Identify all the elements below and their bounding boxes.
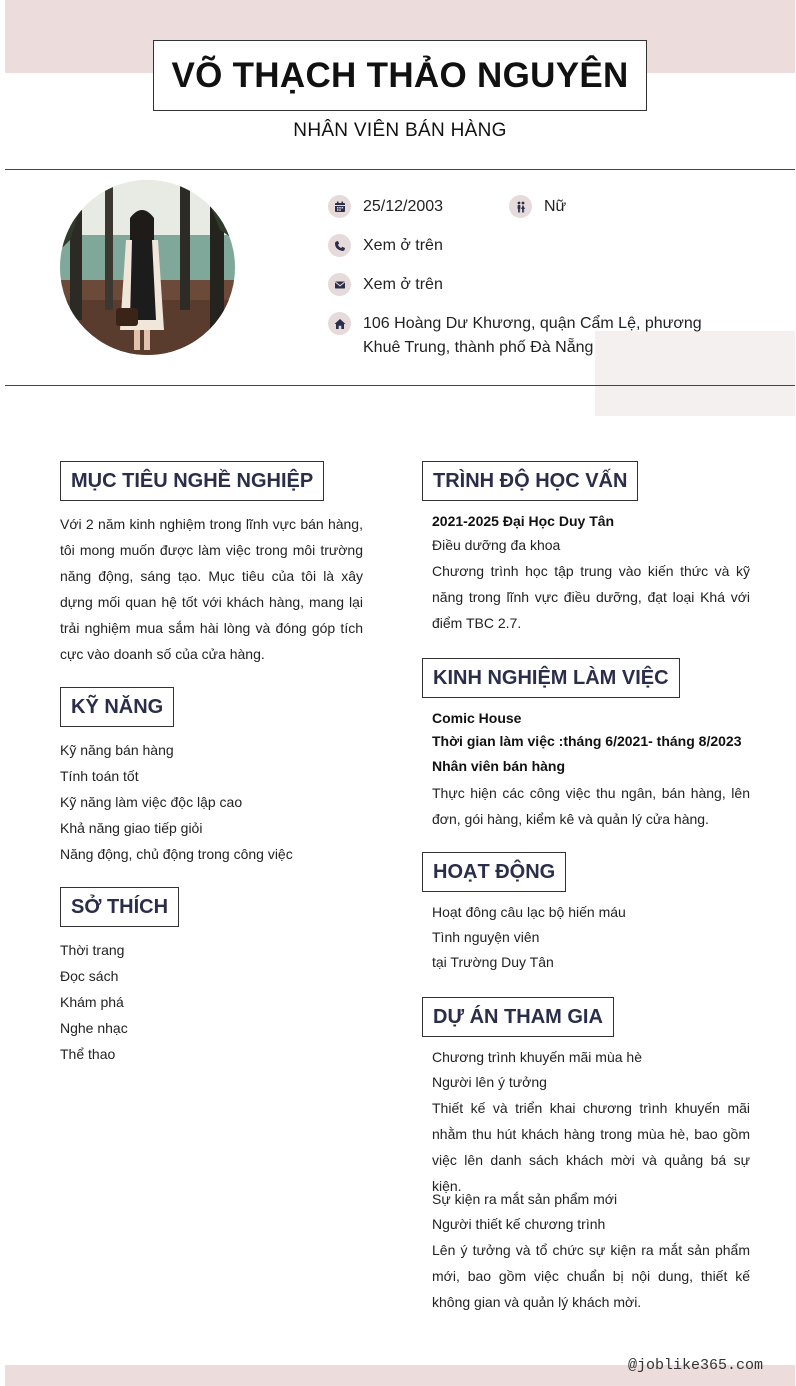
list-item: Kỹ năng bán hàng [60,742,174,758]
phone-row [328,234,443,258]
birthday-value: 25/12/2003 [363,198,444,215]
list-item: tại Trường Duy Tân [432,954,554,970]
hobbies-list [60,937,360,1067]
objective-title: MỤC TIÊU NGHỀ NGHIỆP [60,461,324,501]
list-item: Tính toán tốt [60,768,139,784]
address-value [363,312,702,360]
avatar [60,180,235,355]
phone-icon [328,234,351,257]
list-item: Thể thao [60,1046,116,1062]
education-period-school: 2021-2025 Đại Học Duy Tân [432,513,615,529]
project-item-1 [432,1045,750,1199]
list-item: Thời trang [60,942,125,958]
experience-block [432,707,750,832]
person-photo-icon [60,180,235,355]
gender-value: Nữ [544,198,567,215]
project-name: Sự kiện ra mắt sản phẩm mới [432,1191,618,1207]
education-block [432,510,750,636]
gender-icon [509,195,532,218]
gender-row [509,195,566,219]
project-role: Người lên ý tưởng [432,1074,547,1090]
education-description: Chương trình học tập trung vào kiến thức và kỹ năng trong lĩnh vực điều dưỡng, đạt loại Khá với điểm TBC 2.7. [432,563,750,631]
experience-title: KINH NGHIỆM LÀM VIỆC [422,658,680,698]
education-title: TRÌNH ĐỘ HỌC VẤN [422,461,638,501]
email-row [328,273,443,297]
envelope-icon [328,273,351,296]
candidate-name: VÕ THẠCH THẢO NGUYÊN [171,55,629,95]
activities-list [432,900,750,975]
list-item: Kỹ năng làm việc độc lập cao [60,794,243,810]
hobbies-title: SỞ THÍCH [60,887,179,927]
project-role: Người thiết kế chương trình [432,1216,606,1232]
address-line-2: Khuê Trung, thành phố Đà Nẵng [363,339,594,356]
divider-top [5,169,795,170]
job-title: NHÂN VIÊN BÁN HÀNG [293,120,507,141]
experience-description: Thực hiện các công việc thu ngân, bán hàng, lên đơn, gói hàng, kiểm kê và quản lý cửa hàng. [432,785,750,827]
project-name: Chương trình khuyến mãi mùa hè [432,1049,642,1065]
name-box [153,40,647,111]
project-item-2 [432,1187,750,1315]
objective-text: Với 2 năm kinh nghiệm trong lĩnh vực bán hàng, tôi mong muốn được làm việc trong môi trường năng động, sáng tạo. Mục tiêu của tôi là xây dựng mối quan hệ tốt với khách hàng, mang lại trải nghiệm mua sắm hài lòng và đóng góp tích cực vào doanh số của cửa hàng. [60,516,363,662]
projects-title: DỰ ÁN THAM GIA [422,997,614,1037]
calendar-icon [328,195,351,218]
divider-bottom [5,385,795,386]
list-item: Năng động, chủ động trong công việc [60,846,293,862]
home-icon [328,312,351,335]
address-row [328,312,702,360]
phone-value: Xem ở trên [363,237,443,254]
list-item: Khả năng giao tiếp giỏi [60,820,203,836]
list-item: Đọc sách [60,968,119,984]
list-item: Tình nguyện viên [432,929,540,945]
list-item: Nghe nhạc [60,1020,128,1036]
skills-list [60,737,380,867]
watermark: @joblike365.com [628,1357,764,1374]
project-description: Thiết kế và triển khai chương trình khuyến mãi nhằm thu hút khách hàng trong mùa hè, bao gồm việc lên danh sách khách mời và quảng bá sự kiện. [432,1100,750,1194]
list-item: Hoạt đông câu lạc bộ hiến máu [432,904,626,920]
project-description: Lên ý tưởng và tổ chức sự kiện ra mắt sản phẩm mới, bao gồm việc chuẩn bị nội dung, thiết kế không gian và quản lý khách mời. [432,1242,750,1310]
address-line-1: 106 Hoàng Dư Khương, quận Cẩm Lệ, phương [363,315,702,332]
activities-title: HOẠT ĐỘNG [422,852,566,892]
birthday-row [328,195,443,219]
skills-title: KỸ NĂNG [60,687,174,727]
experience-position: Nhân viên bán hàng [432,758,566,774]
experience-company: Comic House [432,710,522,726]
email-value: Xem ở trên [363,276,443,293]
experience-period: Thời gian làm việc :tháng 6/2021- tháng 8/2023 [432,733,742,749]
education-major: Điều dưỡng đa khoa [432,537,561,553]
list-item: Khám phá [60,994,124,1010]
